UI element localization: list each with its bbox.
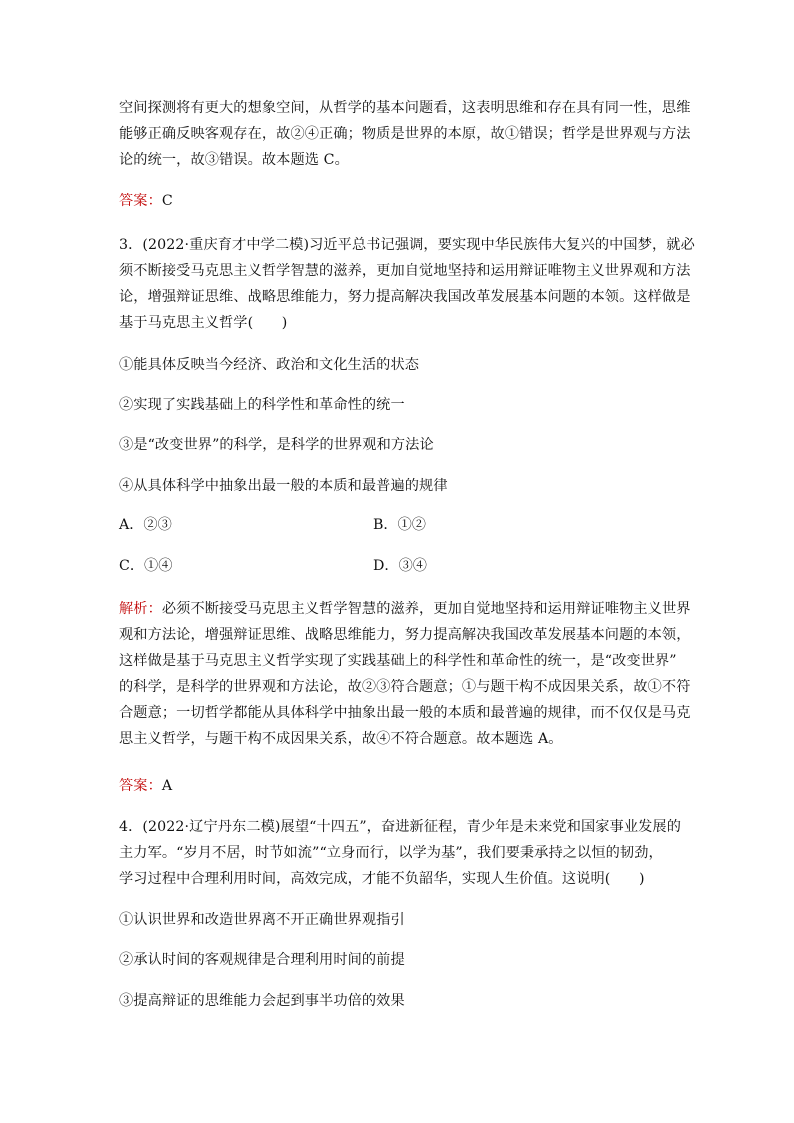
- analysis-text: 必须不断接受马克思主义哲学智慧的滋养，更加自觉地坚持和运用辩证唯物主义世界: [161, 601, 691, 617]
- q4-statement-1: ①认识世界和改造世界离不开正确世界观指引: [119, 912, 405, 928]
- answer-q3: [119, 773, 679, 799]
- prev-explanation: [119, 95, 691, 173]
- answer-q2: [119, 188, 679, 214]
- text-line: 论，增强辩证思维、战略思维能力，努力提高解决我国改革发展基本问题的本领。这样做是: [119, 289, 691, 305]
- q4-statement-3: ③提高辩证的思维能力会起到事半功倍的效果: [119, 993, 405, 1009]
- answer-value: A: [161, 778, 173, 794]
- answer-value: C: [161, 193, 173, 209]
- q3-option-b: B．①②: [373, 517, 426, 533]
- text-line: 须不断接受马克思主义哲学智慧的滋养，更加自觉地坚持和运用辩证唯物主义世界观和方法: [119, 263, 691, 279]
- answer-label: 答案：: [119, 193, 162, 209]
- text-line: 空间探测将有更大的想象空间，从哲学的基本问题看，这表明思维和存在具有同一性，思维: [119, 100, 691, 116]
- text-line: 观和方法论，增强辩证思维、战略思维能力，努力提高解决我国改革发展基本问题的本领，: [119, 627, 691, 643]
- text-line: 基于马克思主义哲学( ): [119, 315, 288, 331]
- q4-statement-2: ②承认时间的客观规律是合理利用时间的前提: [119, 952, 405, 968]
- text-line: 能够正确反映客观存在，故②④正确；物质是世界的本原，故①错误；哲学是世界观与方法: [119, 126, 691, 142]
- q3-analysis: [119, 596, 691, 752]
- q3-statement-1: ①能具体反映当今经济、政治和文化生活的状态: [119, 357, 420, 373]
- text-line: 这样做是基于马克思主义哲学实现了实践基础上的科学性和革命性的统一，是“改变世界”: [119, 653, 677, 669]
- q3-option-d: D．③④: [373, 558, 427, 574]
- answer-label: 答案：: [119, 778, 162, 794]
- q3-statement-4: ④从具体科学中抽象出最一般的本质和最普遍的规律: [119, 478, 448, 494]
- question-4-stem: [119, 814, 679, 892]
- analysis-label: 解析：: [119, 601, 162, 617]
- text-line: 4．(2022·辽宁丹东二模)展望“十四五”，奋进新征程，青少年是未来党和国家事业发展的: [119, 819, 681, 835]
- text-line: 思主义哲学，与题干构不成因果关系，故④不符合题意。故本题选 A。: [119, 731, 563, 747]
- q3-option-a: A．②③: [119, 517, 172, 533]
- text-line: 论的统一，故③错误。故本题选 C。: [119, 152, 349, 168]
- text-line: 主力军。“岁月不居，时节如流”“立身而行，以学为基”，我们要秉承持之以恒的韧劲，: [119, 845, 663, 861]
- q3-option-c: C．①④: [119, 558, 173, 574]
- text-line: 学习过程中合理利用时间，高效完成，才能不负韶华，实现人生价值。这说明( ): [119, 871, 645, 887]
- q3-statement-3: ③是“改变世界”的科学，是科学的世界观和方法论: [119, 437, 434, 453]
- question-3-stem: [119, 232, 695, 336]
- text-line: 合题意；一切哲学都能从具体科学中抽象出最一般的本质和最普遍的规律，而不仅仅是马克: [119, 705, 691, 721]
- text-line: 的科学，是科学的世界观和方法论，故②③符合题意；①与题干构不成因果关系，故①不符: [119, 679, 691, 695]
- q3-statement-2: ②实现了实践基础上的科学性和革命性的统一: [119, 397, 405, 413]
- text-line: 3．(2022·重庆育才中学二模)习近平总书记强调，要实现中华民族伟大复兴的中国梦，就必: [119, 237, 695, 253]
- text-line: [119, 596, 691, 622]
